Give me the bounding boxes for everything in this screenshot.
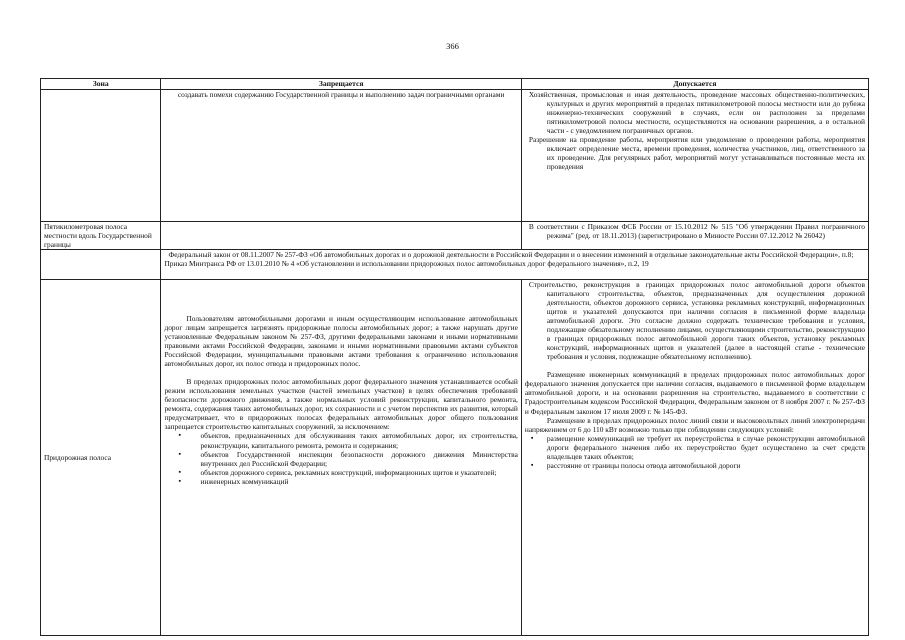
zone-cell: Придорожная полоса	[41, 280, 161, 636]
list-item: ▪ расстояние от границы полосы отвода автомобильной дороги	[547, 461, 865, 470]
zone-cell: Пятикилометровая полоса местности вдоль Государственной границы	[41, 222, 161, 250]
allowed-cell	[521, 222, 868, 250]
forbidden-text: создавать помехи содержанию Государственной границы и выполнению задач пограничными органами	[177, 90, 505, 99]
allowed-paragraph: Размещение в пределах придорожных полос линий связи и высоковольтных линий электропередачи напряжением от 6 до 110 кВт возможно только при соблюдении следующих условий:	[524, 415, 865, 434]
table-row	[41, 250, 869, 280]
allowed-cell	[521, 280, 868, 636]
forbidden-cell	[161, 280, 521, 636]
allowed-paragraph: Размещение инженерных коммуникаций в пределах придорожных полос автомобильных дорог федерального значения допускается при наличии согласия, выдаваемого в письменной форме владельцем автомобильной дороги, и на основании разрешения на строительство, выдаваемого в соответствии с Градостроительным кодексом Российской Федерации, Федеральным законом от 8 ноября 2007 г. № 257-ФЗ и Федеральным законом 17 июля 2009 г. № 145-ФЗ.	[524, 370, 865, 416]
forbidden-cell	[161, 222, 521, 250]
table-row	[41, 280, 869, 636]
header-zone: Зона	[41, 79, 161, 90]
allowed-paragraph: Разрешение на проведение работы, мероприятия или уведомление о проведении работы, мероприятия включает определение места, времени проведения, количества участников, лиц, ответственного за их проведение. Для регулярных работ, мероприятий могут устанавливаться постоянные места их проведения	[528, 135, 865, 172]
list-item: ▪ размещение коммуникаций не требует их переустройства в случае реконструкции автомобильной дороги федерального значения либо их переустройство будет осуществлено за счет средств владельцев таких объектов;	[547, 434, 865, 461]
allowed-paragraph: В соответствии с Приказом ФСБ России от 15.10.2012 № 515 "Об утверждении Правил пограничного режима" (ред. от 18.11.2013) (зарегистрировано в Минюсте России 07.12.2012 № 26042)	[528, 222, 865, 241]
header-forbidden: Запрещается	[161, 79, 521, 90]
header-allowed: Допускается	[521, 79, 868, 90]
forbidden-cell	[161, 90, 521, 222]
zone-cell	[41, 250, 161, 280]
forbidden-paragraph: В пределах придорожных полос автомобильных дорог федерального значения устанавливается особый режим использования земельных участков (частей земельных участков) в целях обеспечения требований безопасности дорожного движения, а также нормальных условий реконструкции, капитального ремонта, ремонта, содержания таких автомобильных дорог, их сохранности и с учетом перспектив их развития, который предусматривает, что в придорожных полосах федеральных автомобильных дорог общего пользования запрещается строительство капитальных сооружений, за исключением:	[164, 377, 518, 432]
table-row	[41, 90, 869, 222]
list-item: ▪ объектов дорожного сервиса, рекламных конструкций, информационных щитов и указателей;	[200, 468, 517, 477]
forbidden-exceptions-list	[164, 431, 517, 485]
allowed-paragraph: Хозяйственная, промысловая и иная деятельность, проведение массовых общественно-политических, культурных и других мероприятий в пределах пятикилометровой полосы местности или до рубежа инженерно-технических сооружений в случаях, если он расположен за пределами пятикилометровой полосы местности, осуществляются на основании разрешения, а в остальной части - с уведомлением пограничных органов.	[528, 90, 865, 136]
page-number: 366	[446, 41, 459, 51]
zones-table	[40, 78, 869, 636]
table-header-row	[41, 79, 869, 90]
allowed-conditions-list	[525, 434, 865, 470]
table-row	[41, 222, 869, 250]
legal-basis-cell	[161, 250, 869, 280]
allowed-cell	[521, 90, 868, 222]
allowed-paragraph: Строительство, реконструкция в границах придорожных полос автомобильной дороги объектов капитального строительства, объектов, предназначенных для осуществления дорожной деятельности, объектов дорожного сервиса, установка рекламных конструкций, информационных щитов и указателей допускаются при наличии согласия в письменной форме владельца автомобильной дороги. Это согласие должно содержать технические требования и условия, подлежащие обязательному исполнению лицами, осуществляющими строительство, реконструкцию в границах придорожных полос автомобильной дороги таких объектов, установку рекламных конструкций, информационных щитов и указателей (далее в настоящей статье - технические требования и условия, подлежащие обязательному исполнению).	[528, 280, 865, 362]
legal-basis-law: Федеральный закон от 08.11.2007 № 257-ФЗ «Об автомобильных дорогах и о дорожной деятельности в Российской Федерации и о внесении изменений в отдельные законодательные акты Российской Федерации», п.8;	[168, 250, 854, 260]
list-item: ▪ объектов Государственной инспекции безопасности дорожного движения Министерства внутренних дел Российской Федерации;	[200, 450, 517, 468]
forbidden-paragraph: Пользователям автомобильными дорогами и иным осуществляющим использование автомобильных дорог лицам запрещается загрязнять придорожные полосы автомобильных дорог; а также нарушать другие установленные Федеральным законом № 257-ФЗ, другими федеральными законами и иными нормативными правовыми актами Российской Федерации, законами и иными нормативными правовыми актами субъектов Российской Федерации, муниципальными правовыми актами требования к ограничению использования автомобильных дорог, их полос отвода и придорожных полос.	[164, 314, 518, 369]
zone-cell	[41, 90, 161, 222]
legal-basis-order: Приказ Минтранса РФ от 13.01.2010 № 4 «Об установлении и использовании придорожных полос автомобильных дорог федерального значения», п.2, 19	[164, 259, 649, 269]
list-item: ▪ инженерных коммуникаций	[200, 477, 517, 486]
list-item: ▪ объектов, предназначенных для обслуживания таких автомобильных дорог, их строительства, реконструкции, капитального ремонта, ремонта и содержания;	[200, 431, 517, 449]
